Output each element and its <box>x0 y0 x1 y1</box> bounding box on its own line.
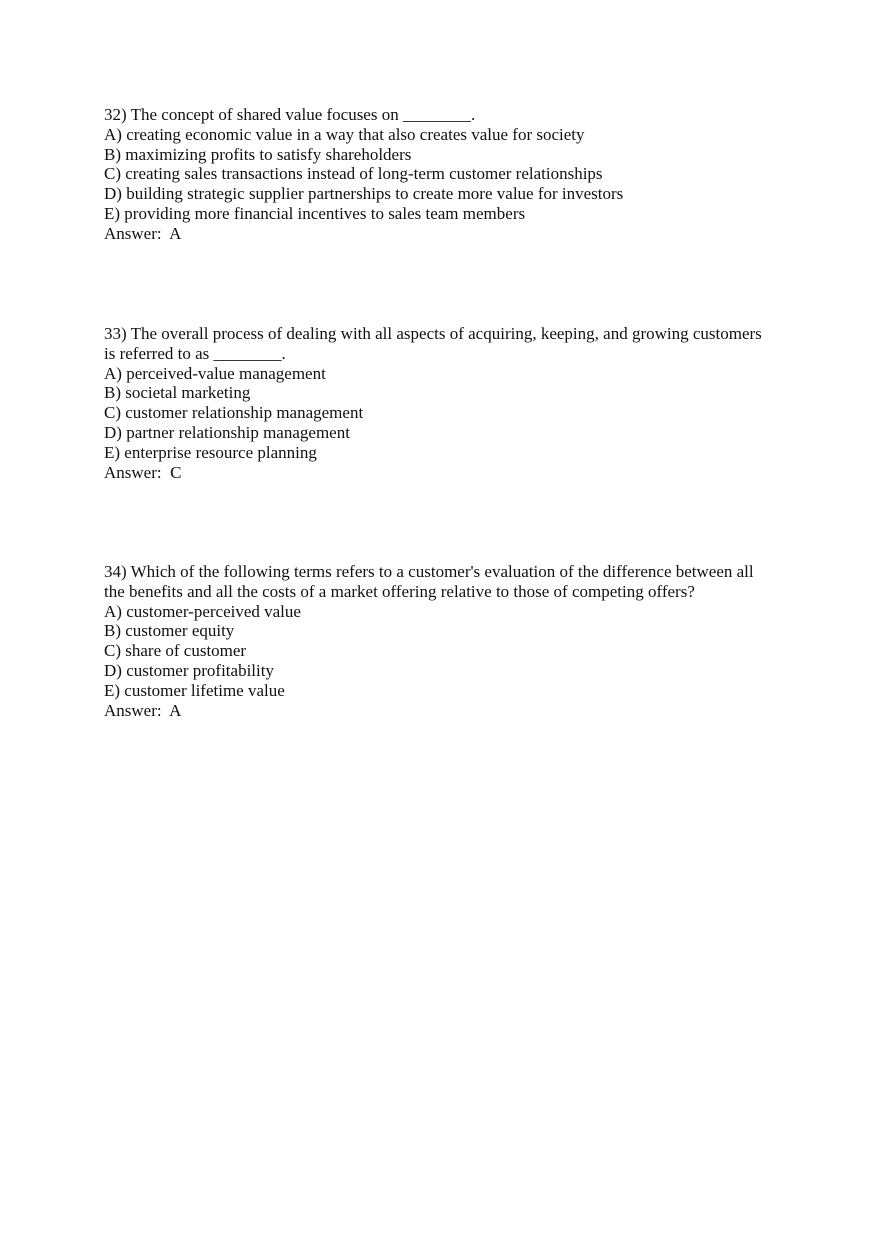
answer-label: Answer: C <box>104 462 182 482</box>
question-stem-continued: the benefits and all the costs of a market offering relative to those of competing offers? <box>104 581 695 601</box>
option-b: B) societal marketing <box>104 383 251 403</box>
answer-label: Answer: A <box>104 223 182 243</box>
option-c: C) customer relationship management <box>104 403 364 423</box>
question-stem: 34) Which of the following terms refers to a customer's evaluation of the difference between all <box>104 562 754 581</box>
option-b: B) customer equity <box>104 621 235 641</box>
answer-label: Answer: A <box>104 700 182 720</box>
option-c: C) creating sales transactions instead of long-term customer relationships <box>104 164 603 184</box>
option-a: A) customer-perceived value <box>104 601 301 621</box>
option-d: D) partner relationship management <box>104 422 350 442</box>
option-c: C) share of customer <box>104 641 247 661</box>
question-stem-continued: is referred to as ________. <box>104 343 286 363</box>
option-e: E) providing more financial incentives to sales team members <box>104 203 526 223</box>
option-a: A) creating economic value in a way that also creates value for society <box>104 124 585 144</box>
option-e: E) customer lifetime value <box>104 680 285 700</box>
option-d: D) customer profitability <box>104 660 274 680</box>
option-a: A) perceived-value management <box>104 363 326 383</box>
question-stem: 32) The concept of shared value focuses on ________. <box>104 105 476 124</box>
question-stem: 33) The overall process of dealing with all aspects of acquiring, keeping, and growing customers <box>104 324 762 343</box>
question-33 <box>104 324 784 482</box>
option-b: B) maximizing profits to satisfy shareholders <box>104 144 412 164</box>
option-d: D) building strategic supplier partnerships to create more value for investors <box>104 184 624 204</box>
question-34 <box>104 562 784 720</box>
option-e: E) enterprise resource planning <box>104 442 317 462</box>
question-32 <box>104 105 784 244</box>
